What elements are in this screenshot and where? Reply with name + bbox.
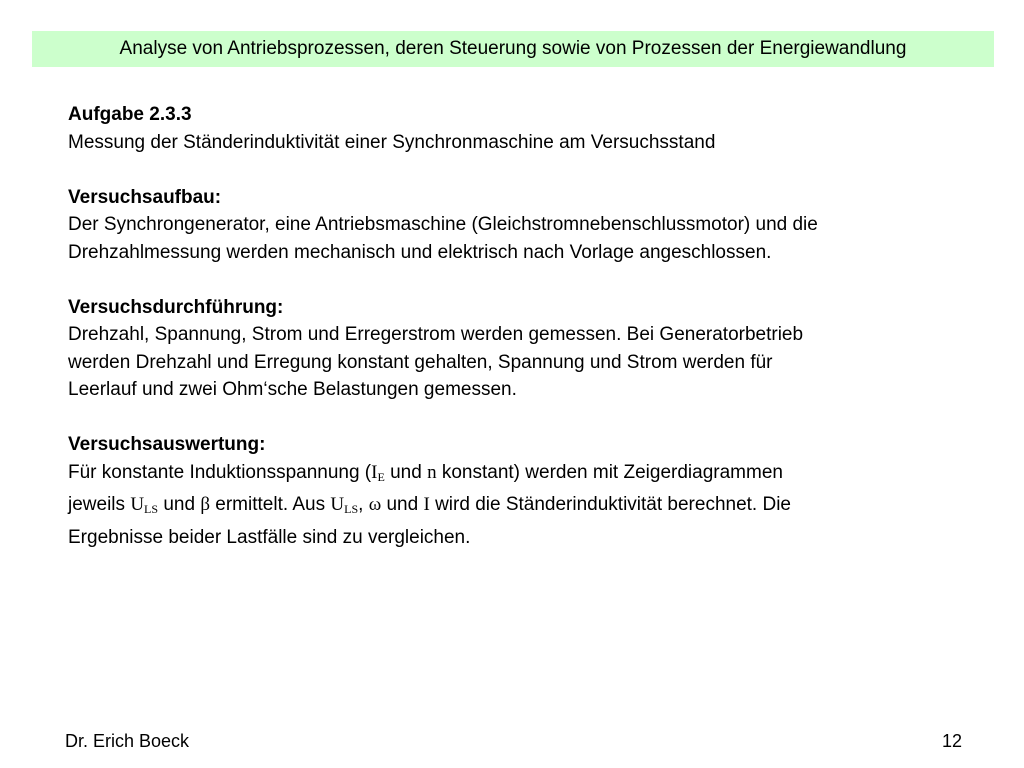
footer-page-number: 12	[941, 731, 962, 751]
slide-header-banner	[32, 31, 994, 67]
evaluation-text-segment: und	[158, 494, 201, 515]
evaluation-text-line-2	[68, 491, 988, 524]
symbol-current: I	[371, 461, 378, 483]
spacer	[68, 266, 988, 294]
evaluation-text-segment: ermittelt. Aus	[210, 494, 331, 515]
evaluation-text-segment: jeweils	[68, 494, 131, 515]
symbol-current: I	[423, 494, 430, 515]
procedure-text-line-2: werden Drehzahl und Erregung konstant gehalten, Spannung und Strom werden für	[68, 351, 773, 373]
symbol-omega: ω	[368, 494, 382, 515]
setup-heading: Versuchsaufbau:	[68, 186, 222, 208]
procedure-heading: Versuchsdurchführung:	[68, 296, 284, 318]
evaluation-text-segment: konstant) werden mit Zeigerdiagrammen	[436, 461, 783, 483]
symbol-voltage: U	[130, 494, 145, 515]
subscript-excitation: E	[377, 469, 385, 484]
evaluation-text-segment: wird die Ständerinduktivität berechnet. Die	[429, 494, 791, 515]
task-subtitle: Messung der Ständerinduktivität einer Synchronmaschine am Versuchsstand	[68, 131, 716, 153]
subscript-ls: LS	[144, 502, 159, 516]
subscript-ls: LS	[344, 502, 359, 516]
footer-author: Dr. Erich Boeck	[65, 731, 190, 751]
evaluation-heading: Versuchsauswertung:	[68, 434, 266, 455]
evaluation-text-segment: und	[384, 461, 428, 483]
evaluation-text-line-1	[68, 459, 988, 492]
setup-text-line-1: Der Synchrongenerator, eine Antriebsmaschine (Gleichstromnebenschlussmotor) und die	[68, 214, 818, 235]
evaluation-text-line-3: Ergebnisse beider Lastfälle sind zu vergleichen.	[68, 526, 471, 548]
spacer	[68, 156, 988, 184]
symbol-voltage: U	[330, 494, 345, 515]
slide-content	[68, 101, 988, 551]
spacer	[68, 404, 988, 432]
slide-header-title: Analyse von Antriebsprozessen, deren Steuerung sowie von Prozessen der Energiewandlung	[119, 38, 907, 59]
setup-text-line-2: Drehzahlmessung werden mechanisch und elektrisch nach Vorlage angeschlossen.	[68, 241, 772, 263]
symbol-speed: n	[427, 461, 437, 483]
evaluation-text-segment: ,	[358, 494, 369, 515]
procedure-text-line-3: Leerlauf und zwei Ohm‘sche Belastungen gemessen.	[68, 379, 517, 400]
symbol-beta: β	[200, 494, 210, 515]
evaluation-text-segment: Für konstante Induktionsspannung (	[68, 461, 372, 483]
evaluation-text-segment: und	[381, 494, 424, 515]
task-number: Aufgabe 2.3.3	[68, 104, 192, 125]
procedure-text-line-1: Drehzahl, Spannung, Strom und Erregerstrom werden gemessen. Bei Generatorbetrieb	[68, 324, 804, 345]
